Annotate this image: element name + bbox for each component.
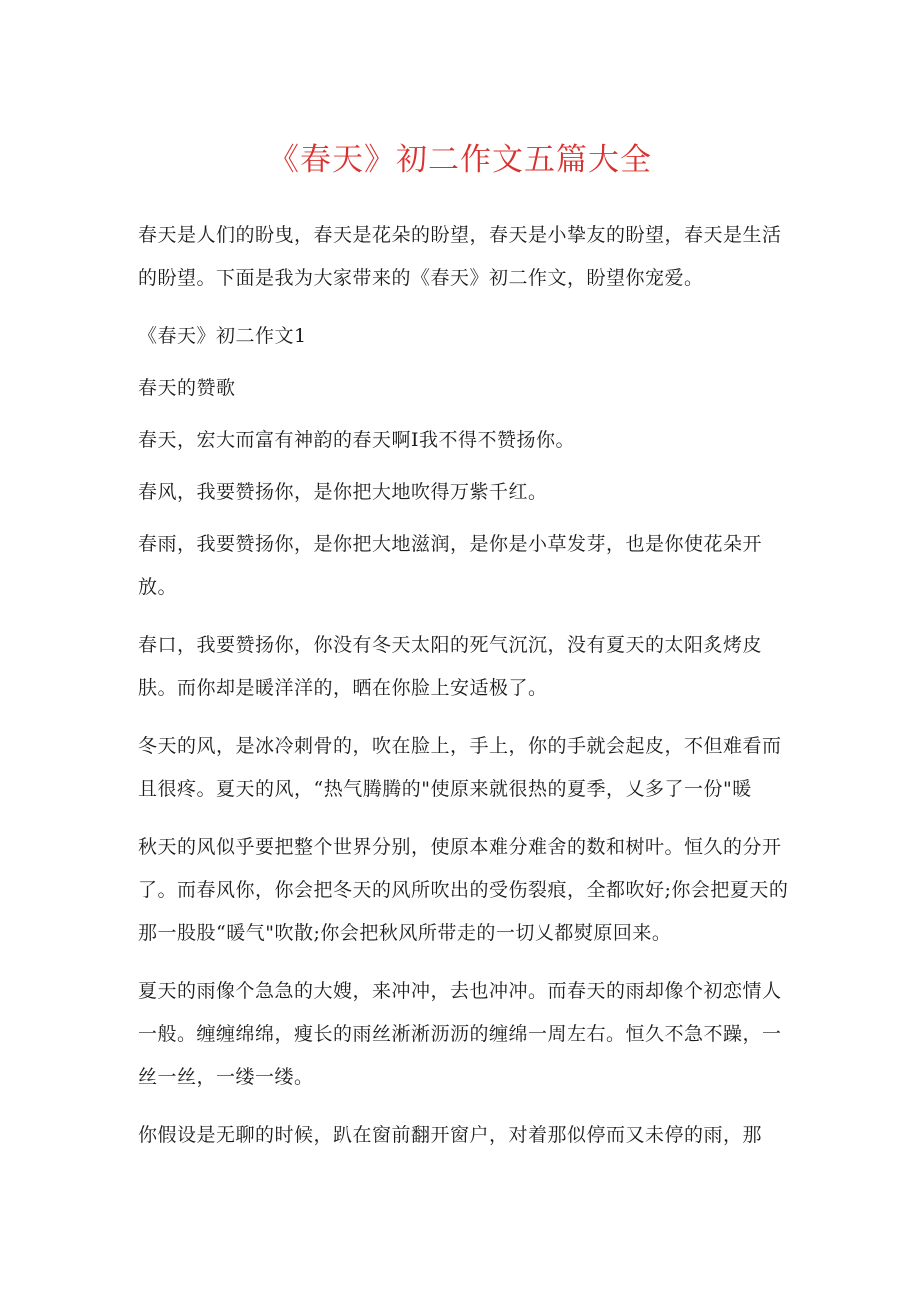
paragraph: 春口，我要赞扬你，你没有冬天太阳的死气沉沉，没有夏天的太阳炙烤皮肤。而你却是暖洋洋的，晒在你脸上安适极了。 bbox=[138, 634, 763, 699]
essay-title: 春天的赞歌 bbox=[138, 377, 236, 399]
article-body bbox=[138, 214, 798, 1172]
page-title: 《春天》初二作文五篇大全 bbox=[268, 142, 652, 178]
paragraph-intro: 春天是人们的盼曳，春天是花朵的盼望，春天是小挚友的盼望，春天是生活的盼望。下面是我为大家带来的《春天》初二作文，盼望你宠爱。 bbox=[138, 224, 782, 289]
paragraph: 秋天的风似乎要把整个世界分别，使原本难分难舍的数和树叶。恒久的分开了。而春风你，你会把冬天的风所吹出的受伤裂痕，全都吹好;你会把夏天的那一股股“暖气"吹散;你会把秋风所带走的一切乂都熨原回来。 bbox=[138, 836, 789, 944]
paragraph: 你假设是无聊的时候，趴在窗前翻开窗户，对着那似停而又未停的雨，那 bbox=[138, 1124, 763, 1146]
paragraph: 春雨，我要赞扬你，是你把大地滋润，是你是小草发芽，也是你使花朵开放。 bbox=[138, 533, 763, 598]
section-heading: 《春天》初二作文1 bbox=[138, 325, 307, 347]
paragraph: 夏天的雨像个急急的大嫂，来冲冲，去也冲冲。而春天的雨却像个初恋情人一般。缠缠绵绵，瘦长的雨丝淅淅沥沥的缠绵一周左右。恒久不急不躁，一丝一丝，一缕一缕。 bbox=[138, 980, 782, 1088]
paragraph: 春天，宏大而富有神韵的春天啊I我不得不赞扬你。 bbox=[138, 429, 576, 451]
paragraph: 春风，我要赞扬你，是你把大地吹得万紫千红。 bbox=[138, 481, 548, 503]
paragraph: 冬天的风，是冰冷刺骨的，吹在脸上，手上，你的手就会起皮，不但难看而且很疼。夏天的风，“热气腾腾的"使原来就很热的夏季，乂多了一份"暖 bbox=[138, 735, 782, 800]
